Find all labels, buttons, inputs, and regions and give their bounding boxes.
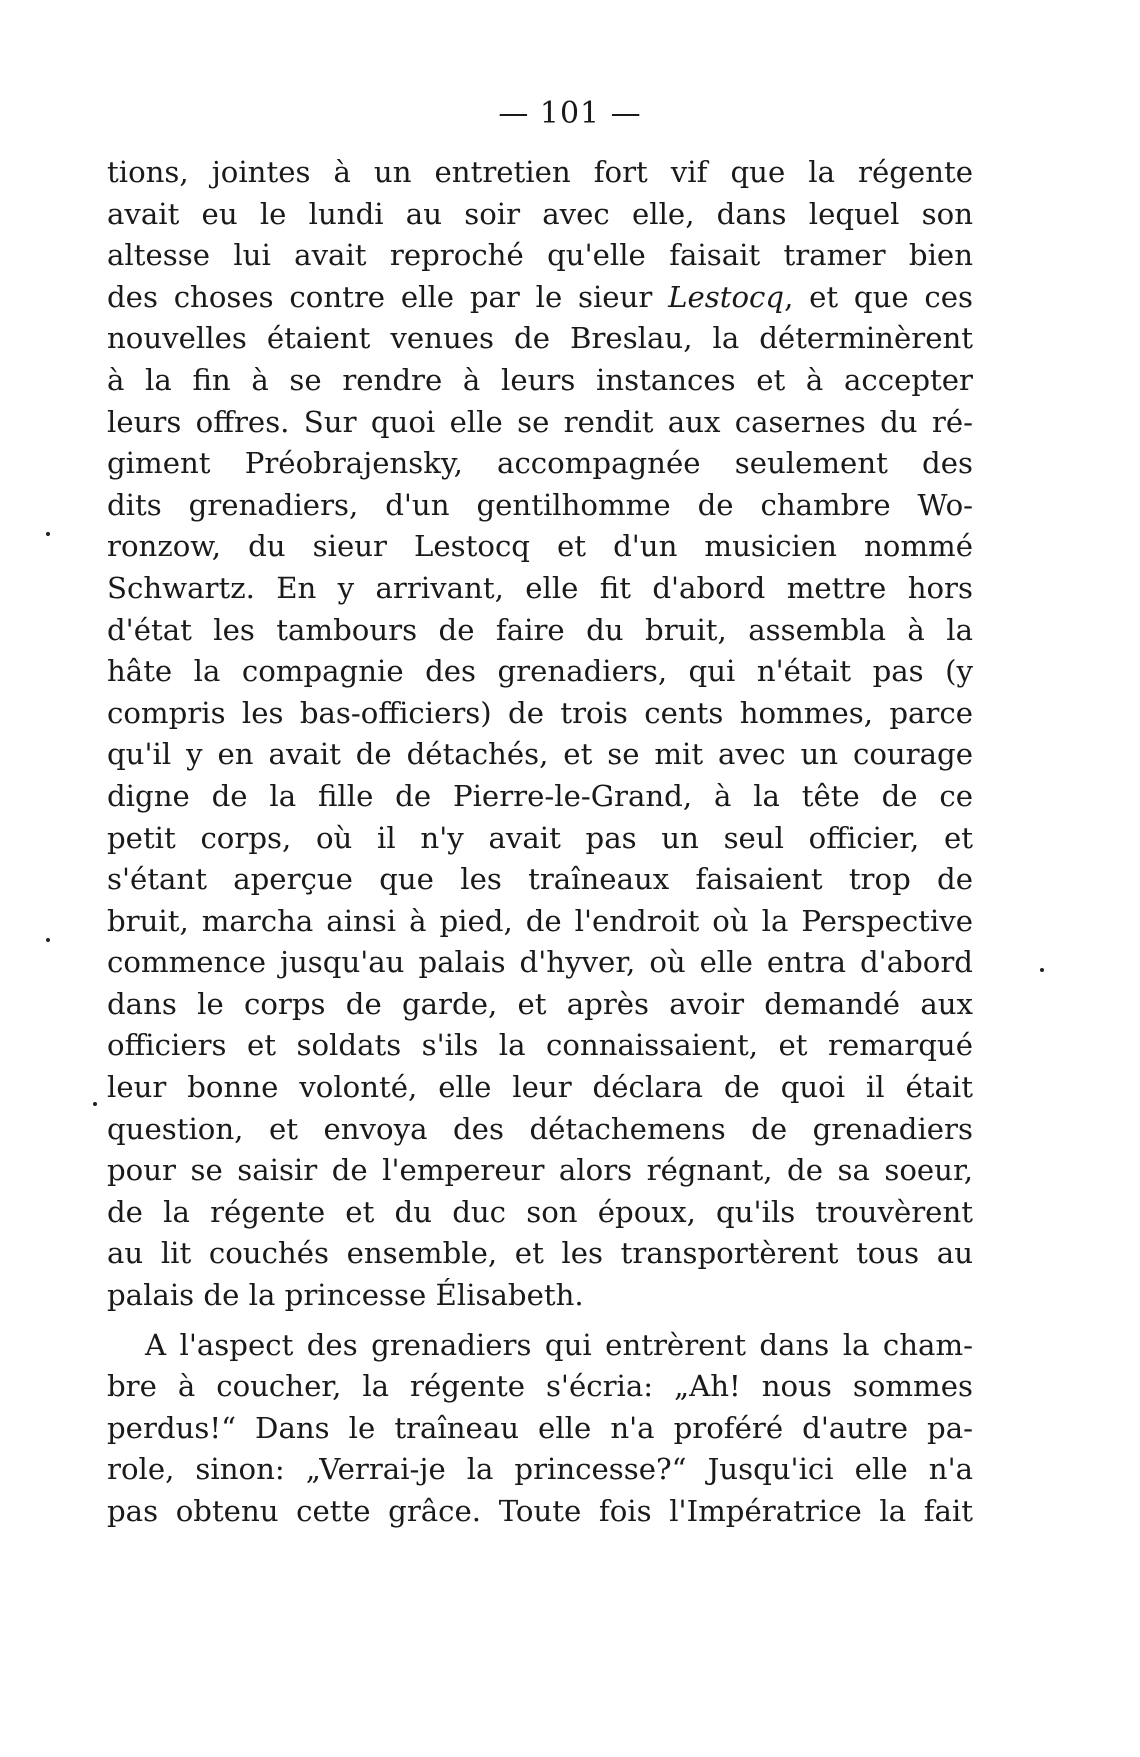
text-line: A l'aspect des grenadiers qui entrèrent dans la cham- bbox=[145, 1327, 973, 1362]
text-line: palais de la princesse Élisabeth. bbox=[107, 1278, 584, 1313]
text-line: des choses contre elle par le sieur Lestocq, et que ces bbox=[107, 279, 973, 314]
text-line: perdus!“ Dans le traîneau elle n'a proféré d'autre pa- bbox=[107, 1410, 973, 1445]
text-line: au lit couchés ensemble, et les transportèrent tous au bbox=[107, 1236, 973, 1271]
text-line: avait eu le lundi au soir avec elle, dans lequel son bbox=[107, 196, 973, 231]
text-line: leur bonne volonté, elle leur déclara de quoi il était bbox=[107, 1070, 973, 1105]
text-line: role, sinon: „Verrai-je la princesse?“ Jusqu'ici elle n'a bbox=[107, 1452, 973, 1487]
paragraph bbox=[107, 152, 973, 1317]
text-line: bre à coucher, la régente s'écria: „Ah! nous sommes bbox=[107, 1369, 973, 1404]
text-line: qu'il y en avait de détachés, et se mit avec un courage bbox=[107, 737, 973, 772]
text-line: digne de la fille de Pierre-le-Grand, à la tête de ce bbox=[107, 778, 973, 813]
text-line: à la fin à se rendre à leurs instances et à accepter bbox=[107, 362, 973, 397]
text-line: ronzow, du sieur Lestocq et d'un musicien nommé bbox=[107, 529, 973, 564]
margin-mark bbox=[46, 532, 50, 536]
margin-mark bbox=[1040, 968, 1044, 972]
text-line: de la régente et du duc son époux, qu'ils trouvèrent bbox=[107, 1194, 973, 1229]
text-line: dits grenadiers, d'un gentilhomme de chambre Wo- bbox=[107, 487, 973, 522]
text-line: altesse lui avait reproché qu'elle faisait tramer bien bbox=[107, 238, 973, 273]
paragraph-gap bbox=[107, 1317, 973, 1325]
paragraph bbox=[107, 1325, 973, 1533]
text-line: question, et envoya des détachemens de grenadiers bbox=[107, 1111, 973, 1146]
text-line: dans le corps de garde, et après avoir demandé aux bbox=[107, 986, 973, 1021]
page-number: — 101 — bbox=[498, 96, 642, 131]
text-line: Schwartz. En y arrivant, elle fit d'abord mettre hors bbox=[107, 570, 973, 605]
text-line: nouvelles étaient venues de Breslau, la déterminèrent bbox=[107, 321, 973, 356]
text-line: tions, jointes à un entretien fort vif que la régente bbox=[107, 155, 973, 189]
italic-name: Lestocq bbox=[668, 279, 785, 314]
text-line: pour se saisir de l'empereur alors régnant, de sa soeur, bbox=[107, 1153, 973, 1188]
text-line: petit corps, où il n'y avait pas un seul officier, et bbox=[107, 820, 973, 855]
text-line: bruit, marcha ainsi à pied, de l'endroit où la Perspective bbox=[107, 903, 973, 938]
text-line: commence jusqu'au palais d'hyver, où elle entra d'abord bbox=[107, 945, 973, 980]
text-line: hâte la compagnie des grenadiers, qui n'était pas (y bbox=[107, 654, 973, 689]
text-line: d'état les tambours de faire du bruit, assembla à la bbox=[107, 612, 973, 647]
text-line: s'étant aperçue que les traîneaux faisaient trop de bbox=[107, 862, 973, 897]
text-line: officiers et soldats s'ils la connaissaient, et remarqué bbox=[107, 1028, 973, 1063]
body-text bbox=[107, 152, 973, 1533]
text-line: pas obtenu cette grâce. Toute fois l'Impératrice la fait bbox=[107, 1494, 973, 1528]
text-line: compris les bas-officiers) de trois cents hommes, parce bbox=[107, 695, 973, 730]
text-line: leurs offres. Sur quoi elle se rendit aux casernes du ré- bbox=[107, 404, 973, 439]
margin-mark bbox=[46, 938, 50, 942]
margin-mark bbox=[93, 1102, 97, 1106]
text-line: giment Préobrajensky, accompagnée seulement des bbox=[107, 446, 973, 481]
